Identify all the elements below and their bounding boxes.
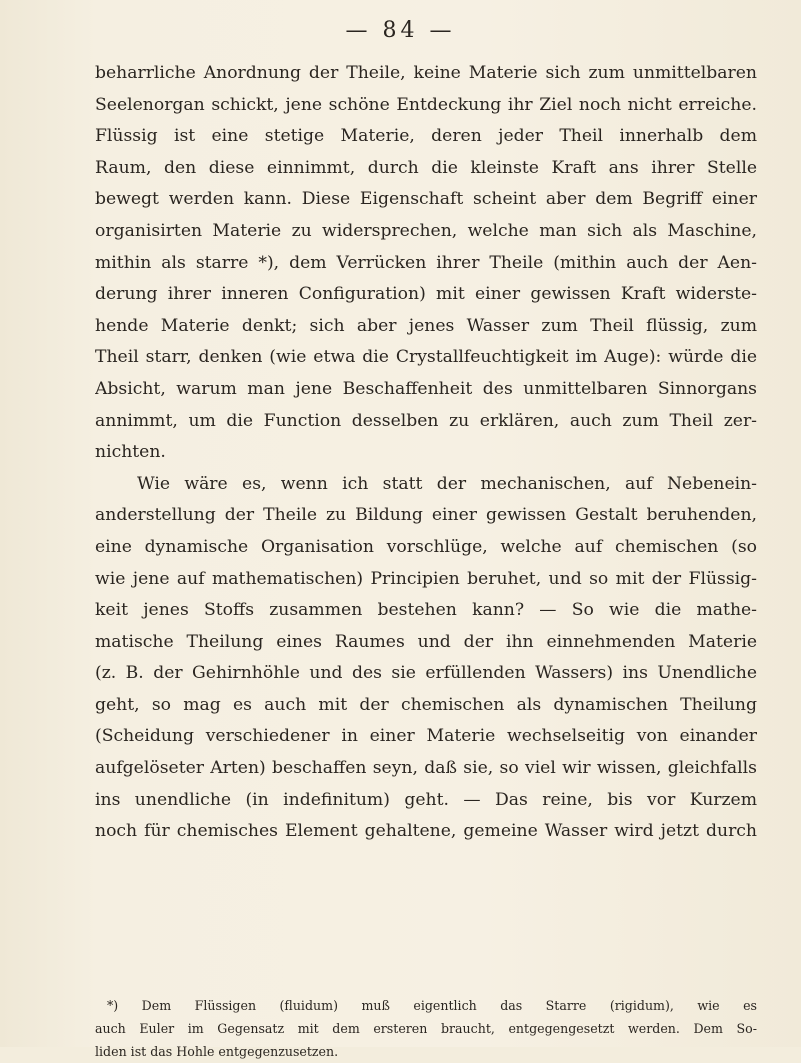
text-line: mithin als starre *), dem Verrücken ihrer Theile (mithin auch der Aen-: [95, 252, 757, 273]
text-line: annimmt, um die Function desselben zu erklären, auch zum Theil zer-: [95, 410, 757, 431]
text-line: noch für chemisches Element gehaltene, gemeine Wasser wird jetzt durch: [95, 821, 757, 842]
text-line: nichten.: [95, 442, 166, 463]
footnote-line: *) Dem Flüssigen (fluidum) muß eigentlich das Starre (rigidum), wie es: [107, 998, 757, 1013]
text-line: Absicht, warum man jene Beschaffenheit des unmittelbaren Sinnorgans: [95, 378, 757, 399]
text-line: geht, so mag es auch mit der chemischen als dynamischen Theilung: [95, 694, 757, 715]
text-line: (z. B. der Gehirnhöhle und des sie erfüllenden Wassers) ins Unendliche: [95, 663, 757, 684]
text-line: hende Materie denkt; sich aber jenes Wasser zum Theil flüssig, zum: [95, 315, 757, 336]
text-line: derung ihrer inneren Configuration) mit einer gewissen Kraft widerste-: [95, 284, 757, 305]
text-line: Theil starr, denken (wie etwa die Crystallfeuchtigkeit im Auge): würde die: [95, 347, 757, 368]
text-line: anderstellung der Theile zu Bildung einer gewissen Gestalt beruhenden,: [95, 505, 757, 526]
text-line: Raum, den diese einnimmt, durch die kleinste Kraft ans ihrer Stelle: [95, 157, 757, 178]
footnotes: [95, 994, 757, 1063]
text-line: matische Theilung eines Raumes und der ihn einnehmenden Materie: [95, 631, 757, 652]
footnote-line: liden ist das Hohle entgegenzusetzen.: [95, 1044, 339, 1059]
text-line: eine dynamische Organisation vorschlüge, welche auf chemischen (so: [95, 536, 757, 557]
text-line: (Scheidung verschiedener in einer Materie wechselseitig von einander: [95, 726, 757, 747]
text-line: wie jene auf mathematischen) Principien beruhet, und so mit der Flüssig-: [95, 568, 757, 589]
text-line: Seelenorgan schickt, jene schöne Entdeckung ihr Ziel noch nicht erreiche.: [95, 94, 757, 115]
footnote-line: auch Euler im Gegensatz mit dem ersteren braucht, entgegengesetzt werden. Dem So-: [95, 1021, 757, 1036]
text-line: beharrliche Anordnung der Theile, keine Materie sich zum unmittelbaren: [95, 63, 757, 83]
text-line: Flüssig ist eine stetige Materie, deren jeder Theil innerhalb dem: [95, 126, 757, 147]
body-text: [95, 58, 757, 848]
text-line: ins unendliche (in indefinitum) geht. — Das reine, bis vor Kurzem: [95, 789, 757, 810]
text-line: aufgelöseter Arten) beschaffen seyn, daß sie, so viel wir wissen, gleichfalls: [95, 758, 757, 779]
text-line: keit jenes Stoffs zusammen bestehen kann? — So wie die mathe-: [95, 600, 757, 621]
paragraph-start-line: Wie wäre es, wenn ich statt der mechanischen, auf Nebenein-: [137, 473, 757, 494]
page-number: — 84 —: [345, 18, 456, 43]
text-line: organisirten Materie zu widersprechen, welche man sich als Maschine,: [95, 220, 757, 241]
text-line: bewegt werden kann. Diese Eigenschaft scheint aber dem Begriff einer: [95, 189, 757, 210]
